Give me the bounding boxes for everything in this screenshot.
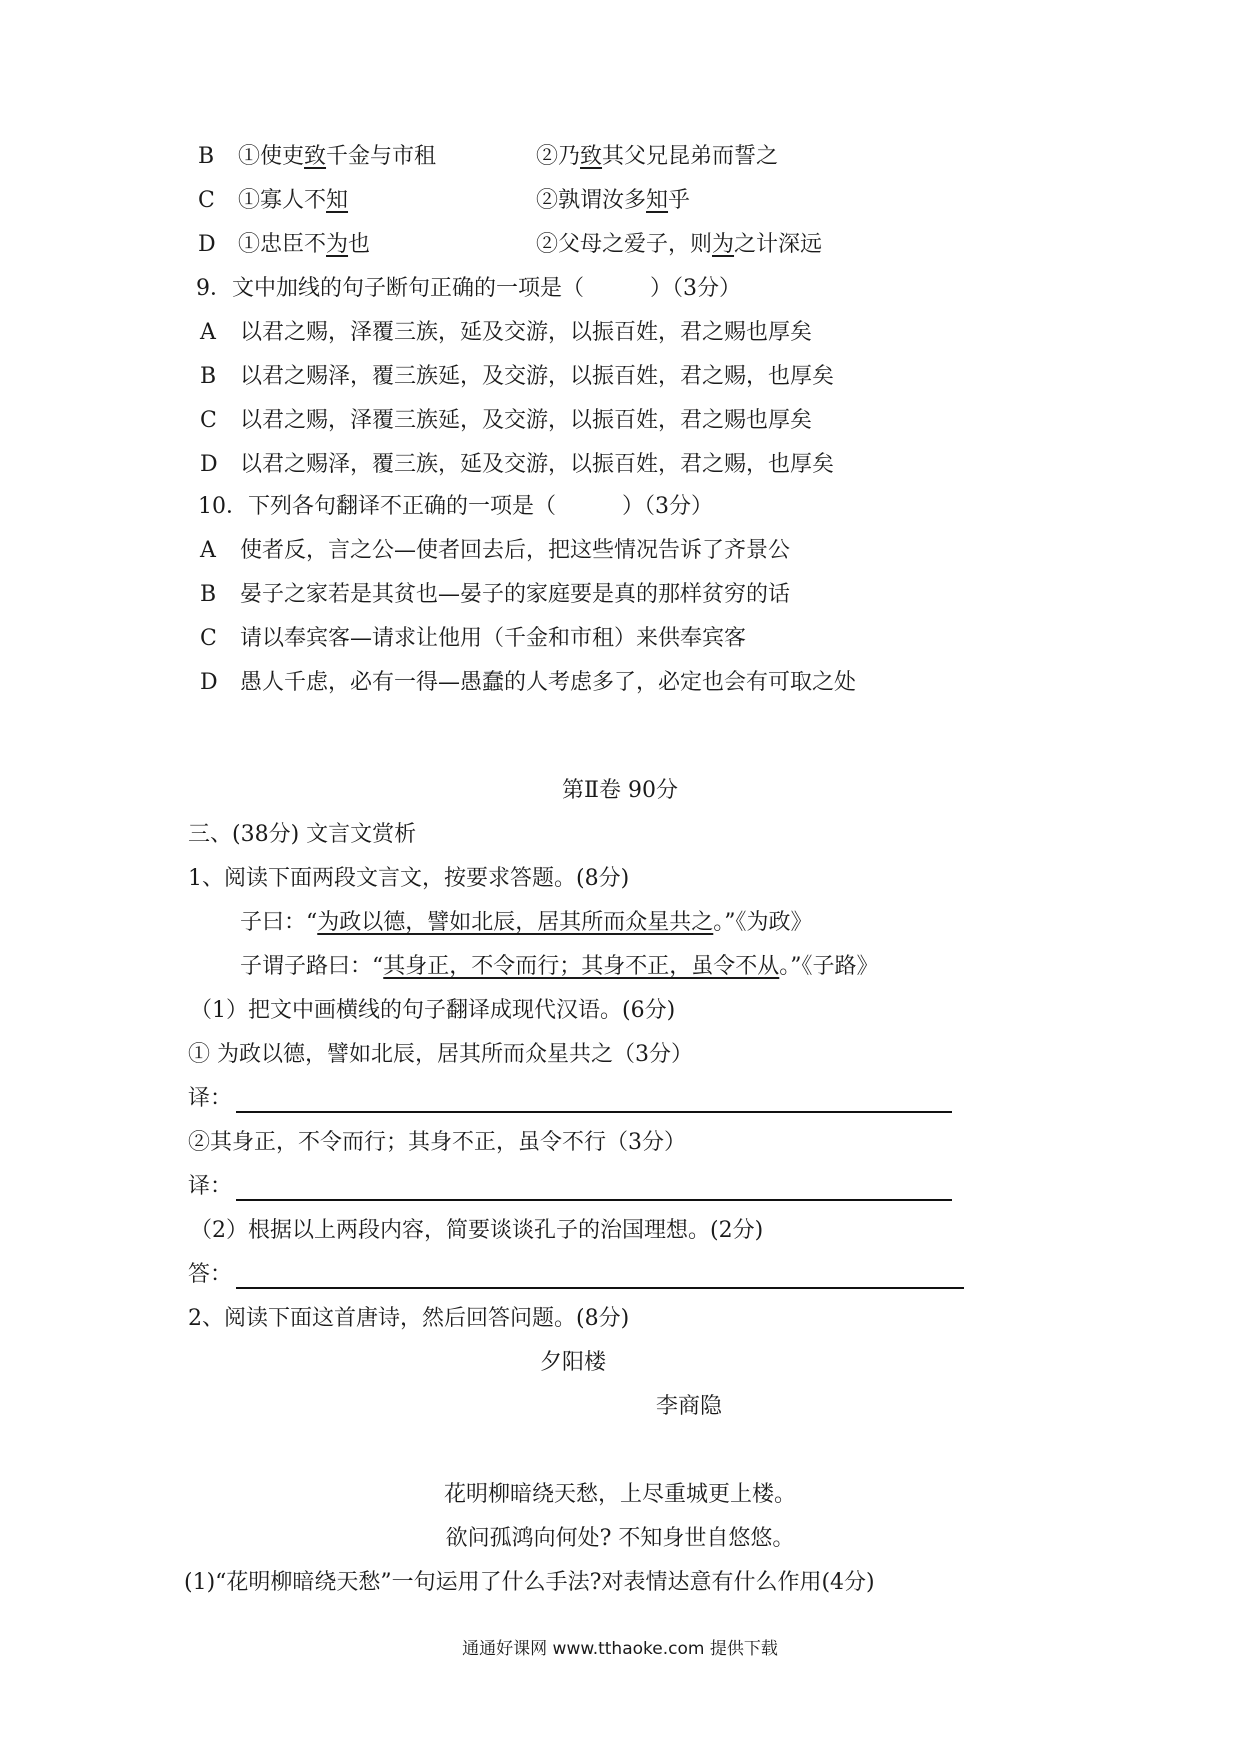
option-letter: D [198,232,216,257]
page-footer: 通通好课网 www.tthaoke.com 提供下载 [462,1639,778,1659]
option-part1 [238,232,370,257]
option-part1 [238,144,436,169]
text-post: 千金与市租 [326,144,437,169]
option-text: 使者反，言之公—使者回去后，把这些情况告诉了齐景公 [240,538,791,563]
quote-pre: 子曰：“ [240,910,318,935]
q9-option-a [200,318,812,348]
s3q2-sub1: (1)“花明柳暗绕天愁”一句运用了什么手法?对表情达意有什么作用(4分) [184,1570,875,1595]
option-letter: C [198,188,215,213]
text-post: 其父兄昆弟而誓之 [602,144,779,169]
q8-option-c [198,186,691,216]
underlined-char: 致 [304,144,327,169]
text-post: 也 [348,232,371,257]
q8-option-b [198,142,779,172]
q10-option-c [200,624,746,654]
q10-option-d [200,668,856,698]
option-text: 以君之赐，泽覆三族，延及交游，以振百姓，君之赐也厚矣 [240,320,813,345]
q9-option-b [200,362,834,392]
q10-option-a [200,536,790,566]
underlined-sentence: 其身正，不令而行；其身不正，虽令不从 [383,954,780,979]
option-text: 以君之赐泽，覆三族延，及交游，以振百姓，君之赐，也厚矣 [240,364,835,389]
underlined-char: 致 [580,144,603,169]
option-text: 请以奉宾客—请求让他用（千金和市租）来供奉宾客 [240,626,747,651]
s3q1-sub1: （1）把文中画横线的句子翻译成现代汉语。(6分) [190,998,676,1023]
text-pre: ①寡人不 [238,188,327,213]
option-letter: B [200,582,217,607]
poem-title: 夕阳楼 [540,1350,607,1375]
poem-line-1: 花明柳暗绕天愁，上尽重城更上楼。 [443,1482,796,1507]
option-letter: B [200,364,217,389]
underlined-char: 知 [326,188,349,213]
text-pre: ②乃 [536,144,581,169]
s3q1-sub2: （2）根据以上两段内容，简要谈谈孔子的治国理想。(2分) [190,1218,764,1243]
answer-blank-1[interactable] [236,1111,952,1113]
option-letter: A [200,320,216,345]
q10-option-b [200,580,790,610]
quote-pre: 子谓子路曰：“ [240,954,384,979]
q9-option-d [200,450,834,480]
part2-title: 第Ⅱ卷 90分 [562,778,678,803]
quote-post: 。”《为政》 [713,910,813,935]
option-letter: C [200,626,217,651]
s3q1-quote2 [240,952,879,982]
text-pre: ①使吏 [238,144,305,169]
answer-label-1: 译： [188,1086,233,1111]
option-letter: D [200,670,218,695]
s3q1-item1: ① 为政以德，譬如北辰，居其所而众星共之（3分） [188,1042,693,1067]
s3q1-stem: 1、阅读下面两段文言文，按要求答题。(8分) [188,866,630,891]
section3-title: 三、(38分) 文言文赏析 [188,822,417,847]
answer-blank-2[interactable] [236,1199,952,1201]
option-text: 愚人千虑，必有一得—愚蠢的人考虑多了，必定也会有可取之处 [240,670,857,695]
option-letter: D [200,452,218,477]
q10-stem: 10．下列各句翻译不正确的一项是（ ）（3分） [198,494,713,519]
option-text: 晏子之家若是其贫也—晏子的家庭要是真的那样贫穷的话 [240,582,791,607]
underlined-sentence: 为政以德，譬如北辰，居其所而众星共之 [317,910,714,935]
text-pre: ②孰谓汝多 [536,188,647,213]
text-post: 乎 [668,188,691,213]
option-letter: B [198,144,215,169]
option-text: 以君之赐泽，覆三族，延及交游，以振百姓，君之赐，也厚矣 [240,452,835,477]
answer-blank-3[interactable] [236,1287,964,1289]
s3q2-stem: 2、阅读下面这首唐诗，然后回答问题。(8分) [188,1306,630,1331]
option-part2 [536,230,822,260]
underlined-char: 知 [646,188,669,213]
q8-option-d [198,230,823,260]
s3q1-quote1 [240,908,813,938]
q9-option-c [200,406,812,436]
text-pre: ①忠臣不 [238,232,327,257]
option-text: 以君之赐，泽覆三族延，及交游，以振百姓，君之赐也厚矣 [240,408,813,433]
s3q1-item2: ②其身正，不令而行；其身不正，虽令不行（3分） [188,1130,686,1155]
answer-label-2: 译： [188,1174,233,1199]
poem-line-2: 欲问孤鸿向何处? 不知身世自悠悠。 [445,1526,795,1551]
text-pre: ②父母之爱子，则 [536,232,713,257]
option-letter: C [200,408,217,433]
option-part2 [536,186,690,216]
answer-label-3: 答： [188,1262,233,1287]
option-part1 [238,188,348,213]
poem-author: 李商隐 [656,1394,723,1419]
option-part2 [536,142,778,172]
quote-post: 。”《子路》 [779,954,879,979]
underlined-char: 为 [712,232,735,257]
option-letter: A [200,538,216,563]
q9-stem: 9．文中加线的句子断句正确的一项是（ ）（3分） [196,276,741,301]
text-post: 之计深远 [734,232,823,257]
underlined-char: 为 [326,232,349,257]
